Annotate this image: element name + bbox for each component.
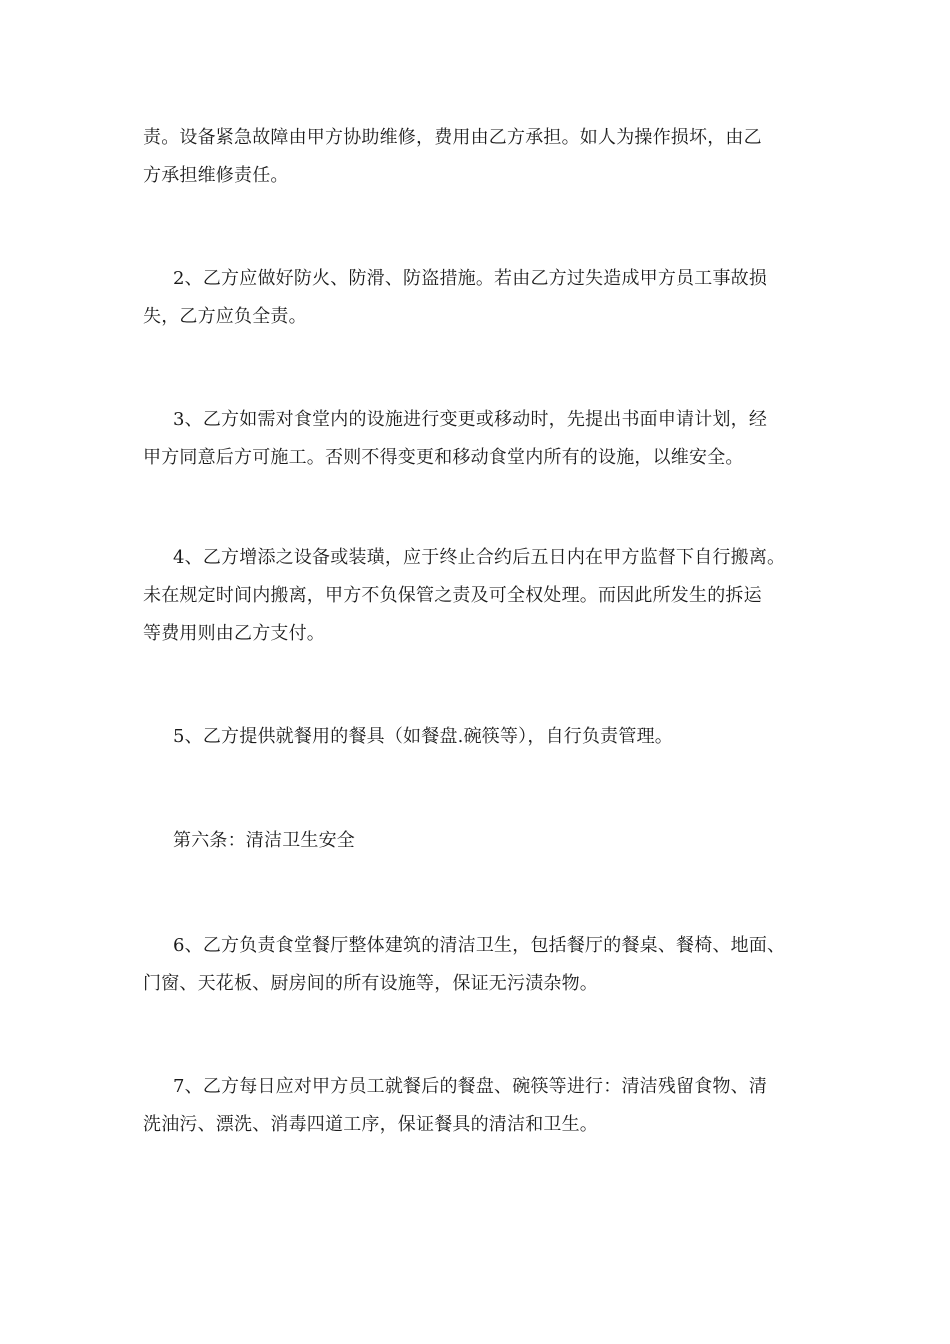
section-heading: 第六条：清洁卫生安全 [173, 830, 355, 851]
paragraph-line: 甲方同意后方可施工。否则不得变更和移动食堂内所有的设施，以维安全。 [143, 447, 744, 468]
paragraph-line: 失，乙方应负全责。 [143, 306, 307, 327]
paragraph-line: 洗油污、漂洗、消毒四道工序，保证餐具的清洁和卫生。 [143, 1114, 598, 1135]
paragraph-clause-7 [143, 1068, 811, 1144]
paragraph-line: 6、乙方负责食堂餐厅整体建筑的清洁卫生，包括餐厅的餐桌、餐椅、地面、 [173, 935, 786, 956]
paragraph-line: 7、乙方每日应对甲方员工就餐后的餐盘、碗筷等进行：清洁残留食物、清 [173, 1076, 768, 1097]
paragraph-clause-2 [143, 260, 811, 336]
paragraph-line: 等费用则由乙方支付。 [143, 623, 325, 644]
paragraph-line: 未在规定时间内搬离，甲方不负保管之责及可全权处理。而因此所发生的拆运 [143, 585, 762, 606]
paragraph-line: 门窗、天花板、厨房间的所有设施等，保证无污渍杂物。 [143, 973, 598, 994]
paragraph-line: 4、乙方增添之设备或装璜，应于终止合约后五日内在甲方监督下自行搬离。 [173, 547, 786, 568]
paragraph-clause-5 [143, 718, 811, 756]
paragraph-line: 2、乙方应做好防火、防滑、防盗措施。若由乙方过失造成甲方员工事故损 [173, 268, 768, 289]
paragraph-line: 方承担维修责任。 [143, 165, 289, 186]
paragraph-line: 3、乙方如需对食堂内的设施进行变更或移动时，先提出书面申请计划，经 [173, 409, 768, 430]
paragraph-clause-6 [143, 927, 811, 1003]
paragraph-line: 责。设备紧急故障由甲方协助维修，费用由乙方承担。如人为操作损坏，由乙 [143, 127, 762, 148]
section-heading-article-6 [143, 822, 811, 860]
paragraph-line: 5、乙方提供就餐用的餐具（如餐盘.碗筷等），自行负责管理。 [173, 726, 673, 747]
paragraph-clause-3 [143, 401, 811, 477]
paragraph-clause-4 [143, 539, 811, 653]
paragraph-continued-repair-responsibility [143, 119, 811, 195]
